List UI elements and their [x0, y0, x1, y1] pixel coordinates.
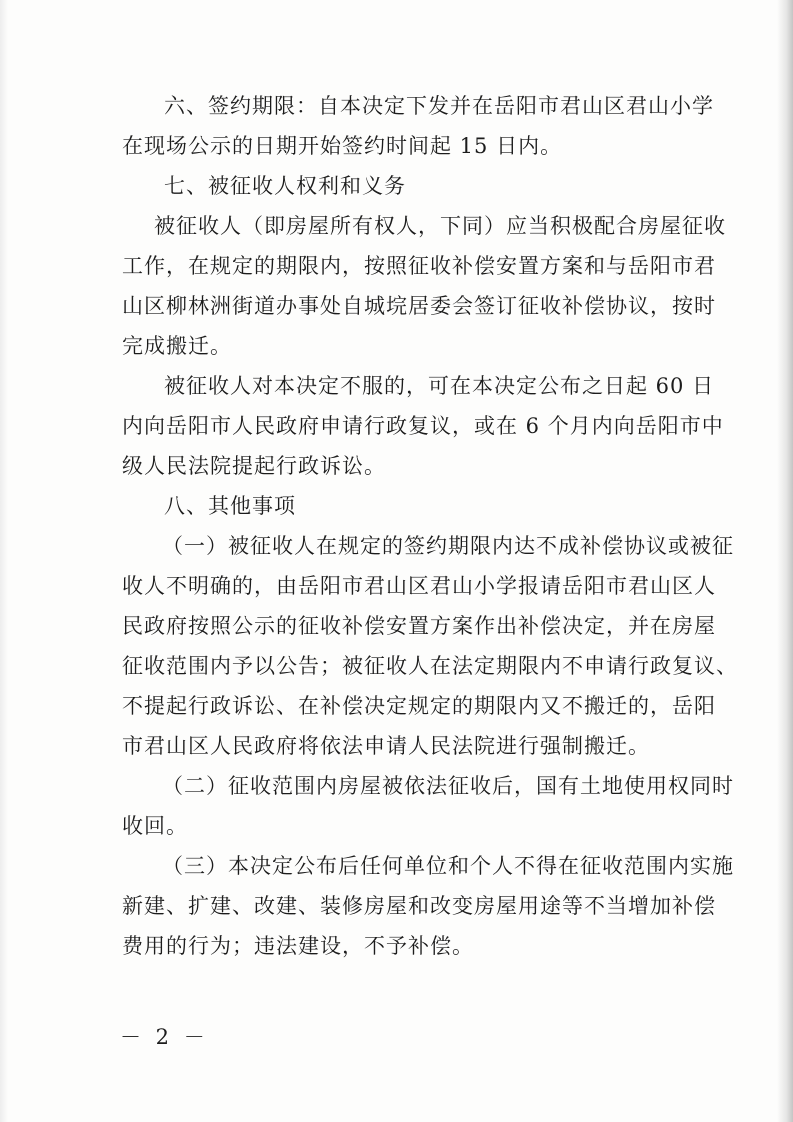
- document-body: [122, 86, 738, 966]
- paragraph-line: 民政府按照公示的征收补偿安置方案作出补偿决定，并在房屋: [122, 614, 716, 638]
- scan-shadow-left: [0, 0, 8, 1122]
- paragraph-line: 收人不明确的，由岳阳市君山区君山小学报请岳阳市君山区人: [122, 574, 716, 598]
- paragraph-line: （二）征收范围内房屋被依法征收后，国有土地使用权同时: [162, 774, 734, 798]
- scan-shadow-right: [777, 0, 793, 1122]
- section-6-text: 在现场公示的日期开始签约时间起 15 日内。: [122, 134, 563, 158]
- paragraph-line: 级人民法院提起行政诉讼。: [122, 454, 386, 478]
- paragraph-line: 内向岳阳市人民政府申请行政复议，或在 6 个月内向岳阳市中: [122, 414, 724, 438]
- section-6-heading: 六、签约期限：自本决定下发并在岳阳市君山区君山小学: [164, 94, 714, 118]
- section-8-heading: 八、其他事项: [164, 494, 296, 518]
- paragraph-line: 被征收人（即房屋所有权人，下同）应当积极配合房屋征收: [154, 214, 726, 238]
- paragraph-line: 工作，在规定的期限内，按照征收补偿安置方案和与岳阳市君: [122, 254, 716, 278]
- paragraph-line: 完成搬迁。: [122, 334, 232, 358]
- paragraph-line: 山区柳林洲街道办事处自城垸居委会签订征收补偿协议，按时: [122, 294, 716, 318]
- paragraph-line: （三）本决定公布后任何单位和个人不得在征收范围内实施: [162, 854, 734, 878]
- paragraph-line: 不提起行政诉讼、在补偿决定规定的期限内又不搬迁的，岳阳: [122, 694, 716, 718]
- paragraph-line: 征收范围内予以公告；被征收人在法定期限内不申请行政复议、: [122, 654, 738, 678]
- paragraph-line: 收回。: [122, 814, 188, 838]
- paragraph-line: 新建、扩建、改建、装修房屋和改变房屋用途等不当增加补偿: [122, 894, 716, 918]
- paragraph-line: 市君山区人民政府将依法申请人民法院进行强制搬迁。: [122, 734, 650, 758]
- page-number: － 2 －: [120, 1025, 209, 1049]
- paragraph-line: 费用的行为；违法建设，不予补偿。: [122, 934, 474, 958]
- section-7-heading: 七、被征收人权利和义务: [164, 174, 406, 198]
- paragraph-line: （一）被征收人在规定的签约期限内达不成补偿协议或被征: [162, 534, 734, 558]
- paragraph-line: 被征收人对本决定不服的，可在本决定公布之日起 60 日: [164, 374, 715, 398]
